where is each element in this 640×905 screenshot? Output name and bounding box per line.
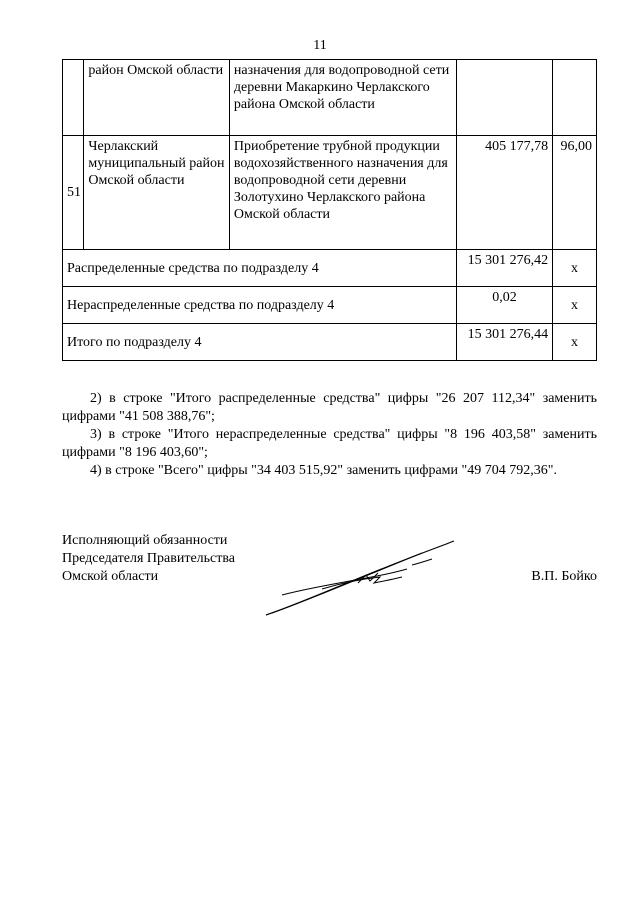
summary-mark: x (553, 287, 597, 324)
budget-allocation-table (62, 59, 597, 361)
district-cell: район Омской области (84, 60, 230, 136)
summary-mark: x (553, 250, 597, 287)
summary-row-distributed (63, 250, 597, 287)
summary-label: Итого по подразделу 4 (63, 324, 457, 361)
summary-row-undistributed (63, 287, 597, 324)
summary-sum: 0,02 (456, 287, 552, 324)
amendment-paragraph: 2) в строке "Итого распределенные средства" цифры "26 207 112,34" заменить цифрами "41 508 388,76"; (62, 391, 597, 424)
summary-label: Распределенные средства по подразделу 4 (63, 250, 457, 287)
row-number-cell: 51 (63, 136, 84, 250)
sum-cell (456, 60, 552, 136)
signer-position-line: Исполняющий обязанности (62, 533, 228, 548)
percent-cell (553, 60, 597, 136)
summary-row-total (63, 324, 597, 361)
summary-label: Нераспределенные средства по подразделу 4 (63, 287, 457, 324)
amendment-paragraph: 4) в строке "Всего" цифры "34 403 515,92" заменить цифрами "49 704 792,36". (90, 463, 557, 478)
amendment-paragraph: 3) в строке "Итого нераспределенные средства" цифры "8 196 403,58" заменить цифрами "8 196 403,60"; (62, 427, 597, 460)
amendment-paragraphs (62, 390, 597, 480)
summary-mark: x (553, 324, 597, 361)
sum-cell: 405 177,78 (456, 136, 552, 250)
district-cell: Черлакский муниципальный район Омской области (84, 136, 230, 250)
summary-sum: 15 301 276,42 (456, 250, 552, 287)
page-number: 11 (313, 38, 327, 53)
table-row (63, 60, 597, 136)
description-cell: назначения для водопроводной сети деревни Макаркино Черлакского района Омской области (229, 60, 456, 136)
table-row (63, 136, 597, 250)
row-number-cell (63, 60, 84, 136)
signer-name: В.П. Бойко (531, 569, 597, 584)
signer-position-line: Председателя Правительства (62, 551, 236, 566)
summary-sum: 15 301 276,44 (456, 324, 552, 361)
description-cell: Приобретение трубной продукции водохозяйственного назначения для водопроводной сети деревни Золотухино Черлакского района Омской области (229, 136, 456, 250)
percent-cell: 96,00 (553, 136, 597, 250)
signer-position-line: Омской области (62, 569, 159, 584)
handwritten-signature (262, 535, 462, 620)
